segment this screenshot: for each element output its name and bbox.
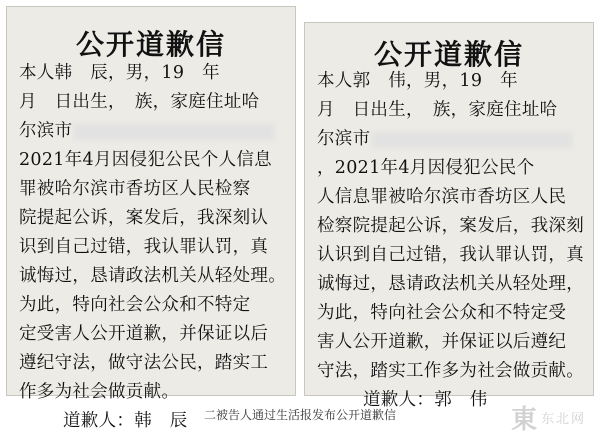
- signature: 道歉人：韩 辰: [63, 411, 188, 431]
- body-line: 人信息罪被哈尔滨市香坊区人民: [317, 187, 567, 207]
- body-line: 识到自己过错，我认罪认罚，真: [19, 237, 269, 257]
- body-line: 月 日出生， 族，家庭住址哈: [19, 92, 260, 112]
- body-line: 作多为社会做贡献。: [19, 382, 180, 402]
- watermark-logo: [510, 404, 586, 435]
- body-line: 为此，特向社会公众和不特定受: [317, 303, 567, 323]
- body-line: 遵纪守法，做守法公民，踏实工: [19, 353, 269, 373]
- image-caption: 二被告人通过生活报发布公开道歉信: [203, 408, 396, 422]
- body-line: 守法，踏实工作多为社会做贡献。: [317, 361, 584, 381]
- newspaper-clipping-right: [304, 22, 594, 410]
- body-line: 为此，特向社会公众和不特定: [19, 295, 251, 315]
- body-line: 害人公开道歉，并保证以后遵纪: [317, 332, 567, 352]
- clipping-body: [19, 59, 287, 436]
- redaction: [74, 124, 274, 140]
- body-line: 月 日出生， 族，家庭住址哈: [317, 100, 558, 120]
- body-line: 定受害人公开道歉，并保证以后: [19, 324, 269, 344]
- body-line: 本人郭 伟，男，19 年: [317, 71, 518, 91]
- clipping-title: 公开道歉信: [373, 38, 524, 71]
- newspaper-clipping-left: [6, 6, 296, 431]
- body-line: 2021年4月因侵犯公民个人信息: [19, 150, 272, 170]
- body-line-text: 尔滨市: [317, 129, 371, 149]
- redaction: [372, 132, 572, 148]
- body-line: 认识到自己过错，我认罪认罚，真: [317, 245, 584, 265]
- body-line: ，2021年4月因侵犯公民个: [317, 158, 535, 178]
- body-line: 院提起公诉，案发后，我深刻认: [19, 208, 269, 228]
- clipping-title: 公开道歉信: [75, 28, 226, 61]
- body-line-text: 尔滨市: [19, 121, 73, 141]
- body-line: 检察院提起公诉，案发后，我深刻: [317, 216, 584, 236]
- body-line: 本人韩 辰，男，19 年: [19, 63, 220, 83]
- body-line: 诚悔过，恳请政法机关从轻处理，: [317, 274, 584, 294]
- logo-text: 东北网: [540, 411, 586, 427]
- logo-mark: 東: [510, 404, 537, 435]
- body-line: 诚悔过，恳请政法机关从轻处理。: [19, 266, 286, 286]
- body-line-address: [19, 117, 287, 146]
- signature: 道歉人：郭 伟: [363, 390, 488, 410]
- clipping-body: [317, 67, 585, 415]
- body-line: 罪被哈尔滨市香坊区人民检察: [19, 179, 251, 199]
- body-line-address: [317, 125, 585, 154]
